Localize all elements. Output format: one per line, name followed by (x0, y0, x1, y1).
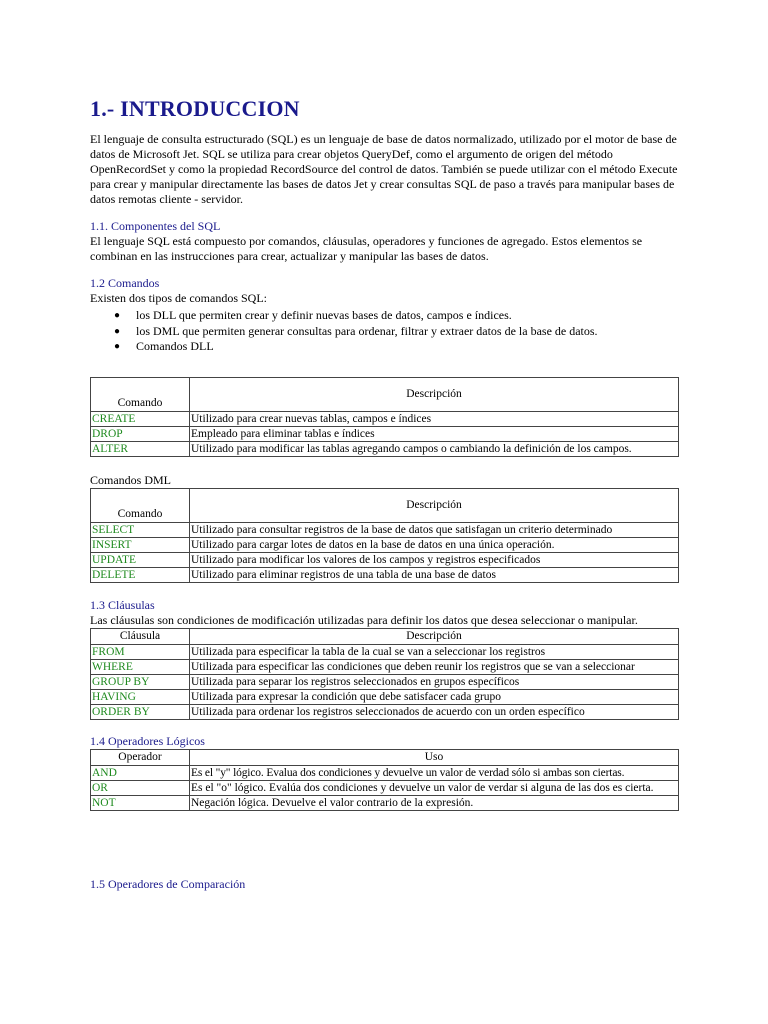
section-heading-comparison-operators: 1.5 Operadores de Comparación (90, 876, 246, 891)
column-header: Uso (190, 749, 679, 765)
command-cell: DELETE (91, 567, 190, 582)
section-heading-commands: 1.2 Comandos (90, 276, 160, 290)
table-row (91, 522, 679, 537)
components-paragraph: El lenguaje SQL está compuesto por comandos, cláusulas, operadores y funciones de agregado. Estos elementos se combinan en las instrucciones para crear, actualizar y manipular las bases de datos. (90, 234, 643, 263)
table-row (91, 780, 679, 795)
clauses-table (90, 628, 679, 720)
list-item: ● Comandos DLL (114, 339, 214, 353)
table-row (91, 426, 679, 441)
column-header: Comando (91, 488, 190, 522)
column-header: Descripción (190, 628, 679, 644)
table-row (91, 411, 679, 426)
table-row (91, 567, 679, 582)
column-header: Descripción (190, 377, 679, 411)
description-cell: Utilizado para modificar los valores de los campos y registros especificados (190, 552, 679, 567)
ddl-commands-table (90, 377, 679, 457)
section-heading-logical-operators: 1.4 Operadores Lógicos (90, 733, 205, 748)
usage-cell: Negación lógica. Devuelve el valor contrario de la expresión. (190, 795, 679, 810)
description-cell: Empleado para eliminar tablas e índices (190, 426, 679, 441)
commands-bullet-list (90, 308, 680, 355)
table-row (91, 537, 679, 552)
description-cell: Utilizada para separar los registros seleccionados en grupos específicos (190, 674, 679, 689)
bullet-icon: ● (114, 341, 121, 352)
clause-cell: HAVING (91, 689, 190, 704)
description-cell: Utilizado para eliminar registros de una tabla de una base de datos (190, 567, 679, 582)
clause-cell: WHERE (91, 659, 190, 674)
usage-cell: Es el "o" lógico. Evalúa dos condiciones y devuelve un valor de verdar si alguna de las dos es cierta. (190, 780, 679, 795)
commands-paragraph: Existen dos tipos de comandos SQL: (90, 291, 267, 305)
description-cell: Utilizada para especificar la tabla de la cual se van a seleccionar los registros (190, 644, 679, 659)
section-heading-clauses: 1.3 Cláusulas (90, 597, 155, 612)
bullet-icon: ● (114, 310, 121, 321)
bullet-icon: ● (114, 325, 121, 337)
description-cell: Utilizada para ordenar los registros seleccionados de acuerdo con un orden específico (190, 704, 679, 719)
dml-commands-table (90, 488, 679, 583)
command-cell: INSERT (91, 537, 190, 552)
dml-label: Comandos DML (90, 472, 171, 487)
table-row (91, 674, 679, 689)
table-row (91, 795, 679, 810)
clause-cell: ORDER BY (91, 704, 190, 719)
operator-cell: AND (91, 765, 190, 780)
operator-cell: NOT (91, 795, 190, 810)
command-cell: UPDATE (91, 552, 190, 567)
document-page (90, 96, 680, 892)
table-row (91, 659, 679, 674)
table-row (91, 552, 679, 567)
command-cell: CREATE (91, 411, 190, 426)
list-item: ● los DML que permiten generar consultas para ordenar, filtrar y extraer datos de la base de datos. (114, 323, 598, 338)
table-row (91, 765, 679, 780)
clause-cell: FROM (91, 644, 190, 659)
table-row (91, 689, 679, 704)
column-header: Comando (91, 377, 190, 411)
command-cell: DROP (91, 426, 190, 441)
usage-cell: Es el "y" lógico. Evalua dos condiciones y devuelve un valor de verdad sólo si ambas son ciertas. (190, 765, 679, 780)
clauses-paragraph: Las cláusulas son condiciones de modificación utilizadas para definir los datos que desea seleccionar o manipular. (90, 612, 638, 627)
command-cell: SELECT (91, 522, 190, 537)
logical-operators-table (90, 749, 679, 811)
table-header-row (91, 488, 679, 522)
intro-paragraph: El lenguaje de consulta estructurado (SQL) es un lenguaje de base de datos normalizado, utilizado por el motor de base de datos de Microsoft Jet. SQL se utiliza para crear objetos QueryDef, como el argumento de origen del método OpenRecordSet y como la propiedad RecordSource del control de datos. También se puede utilizar con el método Execute para crear y manipular directamente las bases de datos Jet y crear consultas SQL de paso a través para manipular bases de datos remotas cliente - servidor. (90, 132, 678, 206)
operator-cell: OR (91, 780, 190, 795)
section-heading-components: 1.1. Componentes del SQL (90, 219, 221, 233)
page-title: 1.- INTRODUCCION (90, 96, 300, 121)
table-row (91, 704, 679, 719)
table-row (91, 441, 679, 456)
column-header: Descripción (190, 488, 679, 522)
description-cell: Utilizada para expresar la condición que debe satisfacer cada grupo (190, 689, 679, 704)
list-item: ● los DLL que permiten crear y definir nuevas bases de datos, campos e índices. (114, 308, 512, 322)
table-header-row (91, 628, 679, 644)
column-header: Cláusula (91, 628, 190, 644)
column-header: Operador (91, 749, 190, 765)
description-cell: Utilizada para especificar las condiciones que deben reunir los registros que se van a seleccionar (190, 659, 679, 674)
clause-cell: GROUP BY (91, 674, 190, 689)
description-cell: Utilizado para cargar lotes de datos en la base de datos en una única operación. (190, 537, 679, 552)
table-header-row (91, 377, 679, 411)
command-cell: ALTER (91, 441, 190, 456)
description-cell: Utilizado para consultar registros de la base de datos que satisfagan un criterio determinado (190, 522, 679, 537)
table-row (91, 644, 679, 659)
description-cell: Utilizado para modificar las tablas agregando campos o cambiando la definición de los campos. (190, 441, 679, 456)
description-cell: Utilizado para crear nuevas tablas, campos e índices (190, 411, 679, 426)
table-header-row (91, 749, 679, 765)
